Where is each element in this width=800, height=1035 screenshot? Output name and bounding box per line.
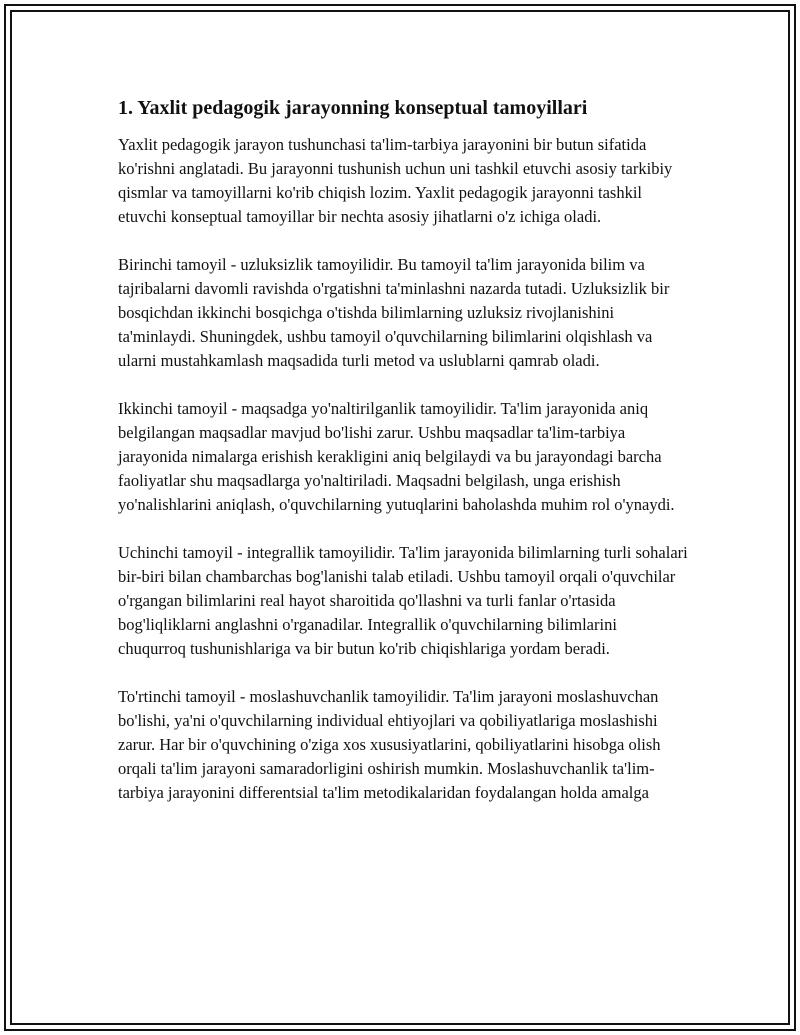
paragraph-second-principle: Ikkinchi tamoyil - maqsadga yo'naltirilganlik tamoyilidir. Ta'lim jarayonida aniq belgilangan maqsadlar mavjud bo'lishi zarur. Ushbu maqsadlar ta'lim-tarbiya jarayonida nimalarga erishish kerakligini aniq belgilaydi va bu jarayondagi barcha faoliyatlar shu maqsadlarga yo'naltiriladi. Maqsadni belgilash, unga erishish yo'nalishlarini aniqlash, o'quvchilarning yutuqlarini baholashda muhim rol o'ynaydi.: [118, 399, 675, 514]
paragraph-third-principle: Uchinchi tamoyil - integrallik tamoyilidir. Ta'lim jarayonida bilimlarning turli sohalari bir-biri bilan chambarchas bog'lanishi talab etiladi. Ushbu tamoyil orqali o'quvchilar o'rgangan bilimlarini real hayot sharoitida qo'llashni va turli fanlar o'rtasida bog'liqliklarni anglashni o'rganadilar. Integrallik o'quvchilarning bilimlarini chuqurroq tushunishlariga va bir butun ko'rib chiqishlariga yordam beradi.: [118, 543, 688, 658]
paragraph-fourth-principle: To'rtinchi tamoyil - moslashuvchanlik tamoyilidir. Ta'lim jarayoni moslashuvchan bo'lishi, ya'ni o'quvchilarning individual ehtiyojlari va qobiliyatlariga moslashishi zarur. Har bir o'quvchining o'ziga xos xususiyatlarini, qobiliyatlarini hisobga olish orqali ta'lim jarayoni samaradorligini oshirish mumkin. Moslashuvchanlik ta'lim-tarbiya jarayonini differentsial ta'lim metodikalaridan foydalangan holda amalga: [118, 687, 661, 802]
section-heading: 1. Yaxlit pedagogik jarayonning konseptual tamoyillari: [118, 97, 588, 119]
paragraph-intro: Yaxlit pedagogik jarayon tushunchasi ta'lim-tarbiya jarayonini bir butun sifatida ko'rishni anglatadi. Bu jarayonni tushunish uchun uni tashkil etuvchi asosiy tarkibiy qismlar va tamoyillarni ko'rib chiqish lozim. Yaxlit pedagogik jarayonni tashkil etuvchi konseptual tamoyillar bir nechta asosiy jihatlarni o'z ichiga oladi.: [118, 135, 673, 226]
document-body: [118, 96, 688, 829]
paragraph-first-principle: Birinchi tamoyil - uzluksizlik tamoyilidir. Bu tamoyil ta'lim jarayonida bilim va tajribalarni davomli ravishda o'rgatishni ta'minlashni nazarda tutadi. Uzluksizlik bir bosqichdan ikkinchi bosqichga o'tishda bilimlarning uzluksiz rivojlanishini ta'minlaydi. Shuningdek, ushbu tamoyil o'quvchilarning bilimlarini olqishlash va ularni mustahkamlash maqsadida turli metod va uslublarni qamrab oladi.: [118, 255, 670, 370]
